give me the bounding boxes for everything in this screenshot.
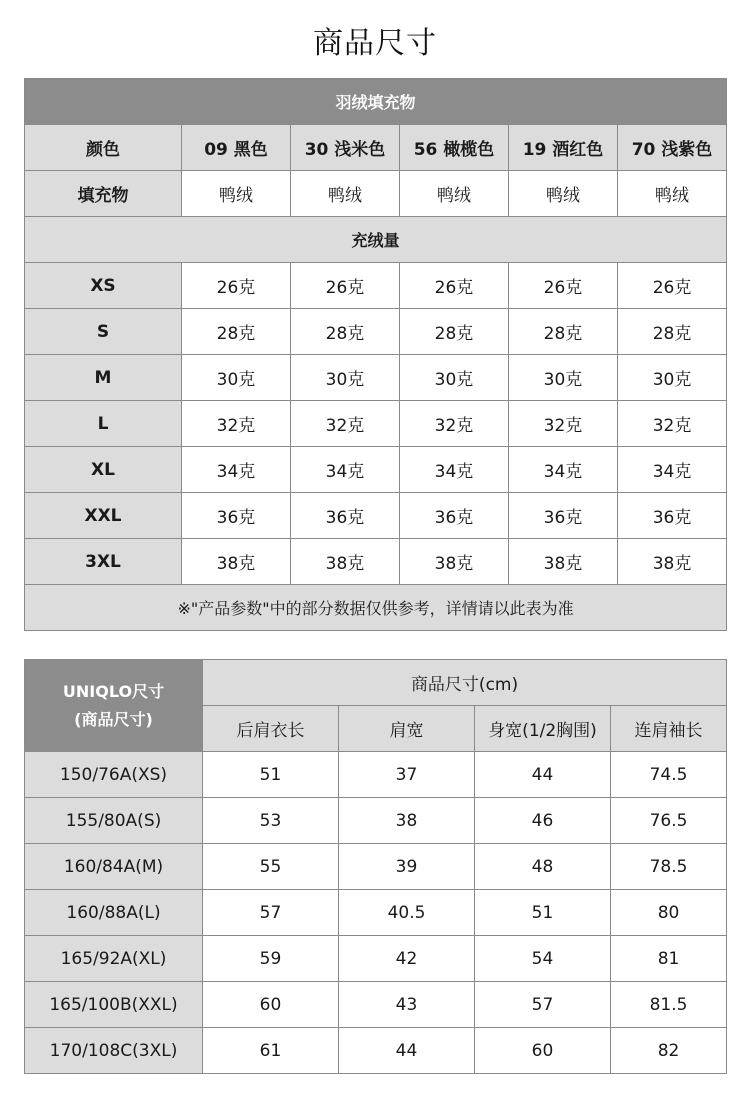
measurement: 76.5 xyxy=(611,798,727,844)
measurement: 51 xyxy=(203,752,339,798)
measurement: 42 xyxy=(339,936,475,982)
measurement: 39 xyxy=(339,844,475,890)
measurement: 57 xyxy=(475,982,611,1028)
size-label: S xyxy=(25,309,182,355)
column-header: 身宽(1/2胸围) xyxy=(475,706,611,752)
measurement: 44 xyxy=(339,1028,475,1074)
page-title: 商品尺寸 xyxy=(313,26,437,61)
size-label: 155/80A(S) xyxy=(25,798,203,844)
column-header: 后肩衣长 xyxy=(203,706,339,752)
note-row xyxy=(25,585,727,631)
group-header-row xyxy=(25,660,727,706)
measurement: 60 xyxy=(475,1028,611,1074)
size-label: 165/100B(XXL) xyxy=(25,982,203,1028)
down-filling-table xyxy=(24,78,727,631)
measurement: 38 xyxy=(339,798,475,844)
banner-row xyxy=(25,79,727,125)
fill-amount: 28克 xyxy=(400,309,509,355)
fill-amount: 32克 xyxy=(509,401,618,447)
size-label: 160/88A(L) xyxy=(25,890,203,936)
size-label: 150/76A(XS) xyxy=(25,752,203,798)
table-row xyxy=(25,309,727,355)
fill-amount: 30克 xyxy=(291,355,400,401)
fill-amount: 30克 xyxy=(618,355,727,401)
table-row xyxy=(25,982,727,1028)
measurement: 46 xyxy=(475,798,611,844)
table-row xyxy=(25,539,727,585)
measurement: 80 xyxy=(611,890,727,936)
fill-amount: 26克 xyxy=(509,263,618,309)
measurement: 81 xyxy=(611,936,727,982)
color-header: 19 酒红色 xyxy=(509,125,618,171)
measurement: 81.5 xyxy=(611,982,727,1028)
product-size-cm-header: 商品尺寸(cm) xyxy=(203,660,727,706)
color-header: 09 黑色 xyxy=(182,125,291,171)
measurement: 74.5 xyxy=(611,752,727,798)
fill-amount: 38克 xyxy=(400,539,509,585)
measurement: 48 xyxy=(475,844,611,890)
fill-amount: 32克 xyxy=(291,401,400,447)
measurement: 40.5 xyxy=(339,890,475,936)
fill-amount: 28克 xyxy=(509,309,618,355)
filling-value: 鸭绒 xyxy=(291,171,400,217)
table-row xyxy=(25,798,727,844)
fill-amount: 26克 xyxy=(182,263,291,309)
table-row xyxy=(25,844,727,890)
measurement: 37 xyxy=(339,752,475,798)
fill-amount: 38克 xyxy=(182,539,291,585)
fill-amount: 32克 xyxy=(400,401,509,447)
measurement: 55 xyxy=(203,844,339,890)
product-size-sublabel: (商品尺寸) xyxy=(74,709,153,729)
fill-amount: 38克 xyxy=(509,539,618,585)
fill-amount: 30克 xyxy=(182,355,291,401)
color-header: 56 橄榄色 xyxy=(400,125,509,171)
fill-amount: 36克 xyxy=(509,493,618,539)
measurement: 57 xyxy=(203,890,339,936)
column-header: 连肩袖长 xyxy=(611,706,727,752)
size-label: XXL xyxy=(25,493,182,539)
size-label: 3XL xyxy=(25,539,182,585)
measurement: 51 xyxy=(475,890,611,936)
fill-amount: 30克 xyxy=(400,355,509,401)
size-label: 160/84A(M) xyxy=(25,844,203,890)
size-label: 165/92A(XL) xyxy=(25,936,203,982)
fill-amount: 34克 xyxy=(618,447,727,493)
measurement: 60 xyxy=(203,982,339,1028)
fill-amount: 30克 xyxy=(509,355,618,401)
color-label: 颜色 xyxy=(25,125,182,171)
fill-amount: 34克 xyxy=(291,447,400,493)
fill-amount: 36克 xyxy=(618,493,727,539)
garment-size-table xyxy=(24,659,727,1074)
fill-amount: 26克 xyxy=(400,263,509,309)
fill-amount: 32克 xyxy=(182,401,291,447)
table-row xyxy=(25,752,727,798)
color-header: 30 浅米色 xyxy=(291,125,400,171)
filling-label: 填充物 xyxy=(25,171,182,217)
filling-value: 鸭绒 xyxy=(400,171,509,217)
size-label: 170/108C(3XL) xyxy=(25,1028,203,1074)
table-row xyxy=(25,355,727,401)
fill-amount: 38克 xyxy=(291,539,400,585)
table-row xyxy=(25,263,727,309)
size-label: XL xyxy=(25,447,182,493)
measurement: 44 xyxy=(475,752,611,798)
measurement: 53 xyxy=(203,798,339,844)
fill-amount: 32克 xyxy=(618,401,727,447)
uniqlo-size-label: UNIQLO尺寸 xyxy=(62,681,165,701)
fill-amount: 34克 xyxy=(509,447,618,493)
fill-amount: 38克 xyxy=(618,539,727,585)
filling-value: 鸭绒 xyxy=(618,171,727,217)
fill-amount: 28克 xyxy=(618,309,727,355)
reference-note: ※"产品参数"中的部分数据仅供参考，详情请以此表为准 xyxy=(25,585,727,631)
fill-amount: 26克 xyxy=(618,263,727,309)
fill-amount: 28克 xyxy=(291,309,400,355)
measurement: 43 xyxy=(339,982,475,1028)
filling-row xyxy=(25,171,727,217)
down-filling-banner: 羽绒填充物 xyxy=(25,79,727,125)
fill-amount: 34克 xyxy=(400,447,509,493)
fill-amount: 28克 xyxy=(182,309,291,355)
size-label: XS xyxy=(25,263,182,309)
filling-value: 鸭绒 xyxy=(182,171,291,217)
size-label: M xyxy=(25,355,182,401)
fill-amount: 36克 xyxy=(291,493,400,539)
filling-value: 鸭绒 xyxy=(509,171,618,217)
amount-banner-row xyxy=(25,217,727,263)
measurement: 82 xyxy=(611,1028,727,1074)
table-row xyxy=(25,401,727,447)
fill-amount-banner: 充绒量 xyxy=(25,217,727,263)
table-row xyxy=(25,447,727,493)
measurement: 61 xyxy=(203,1028,339,1074)
fill-amount: 36克 xyxy=(182,493,291,539)
color-header: 70 浅紫色 xyxy=(618,125,727,171)
uniqlo-size-header xyxy=(25,660,203,752)
table-row xyxy=(25,936,727,982)
size-label: L xyxy=(25,401,182,447)
table-row xyxy=(25,493,727,539)
fill-amount: 36克 xyxy=(400,493,509,539)
table-row xyxy=(25,1028,727,1074)
fill-amount: 26克 xyxy=(291,263,400,309)
measurement: 59 xyxy=(203,936,339,982)
color-row xyxy=(25,125,727,171)
table-row xyxy=(25,890,727,936)
measurement: 78.5 xyxy=(611,844,727,890)
column-header: 肩宽 xyxy=(339,706,475,752)
measurement: 54 xyxy=(475,936,611,982)
fill-amount: 34克 xyxy=(182,447,291,493)
